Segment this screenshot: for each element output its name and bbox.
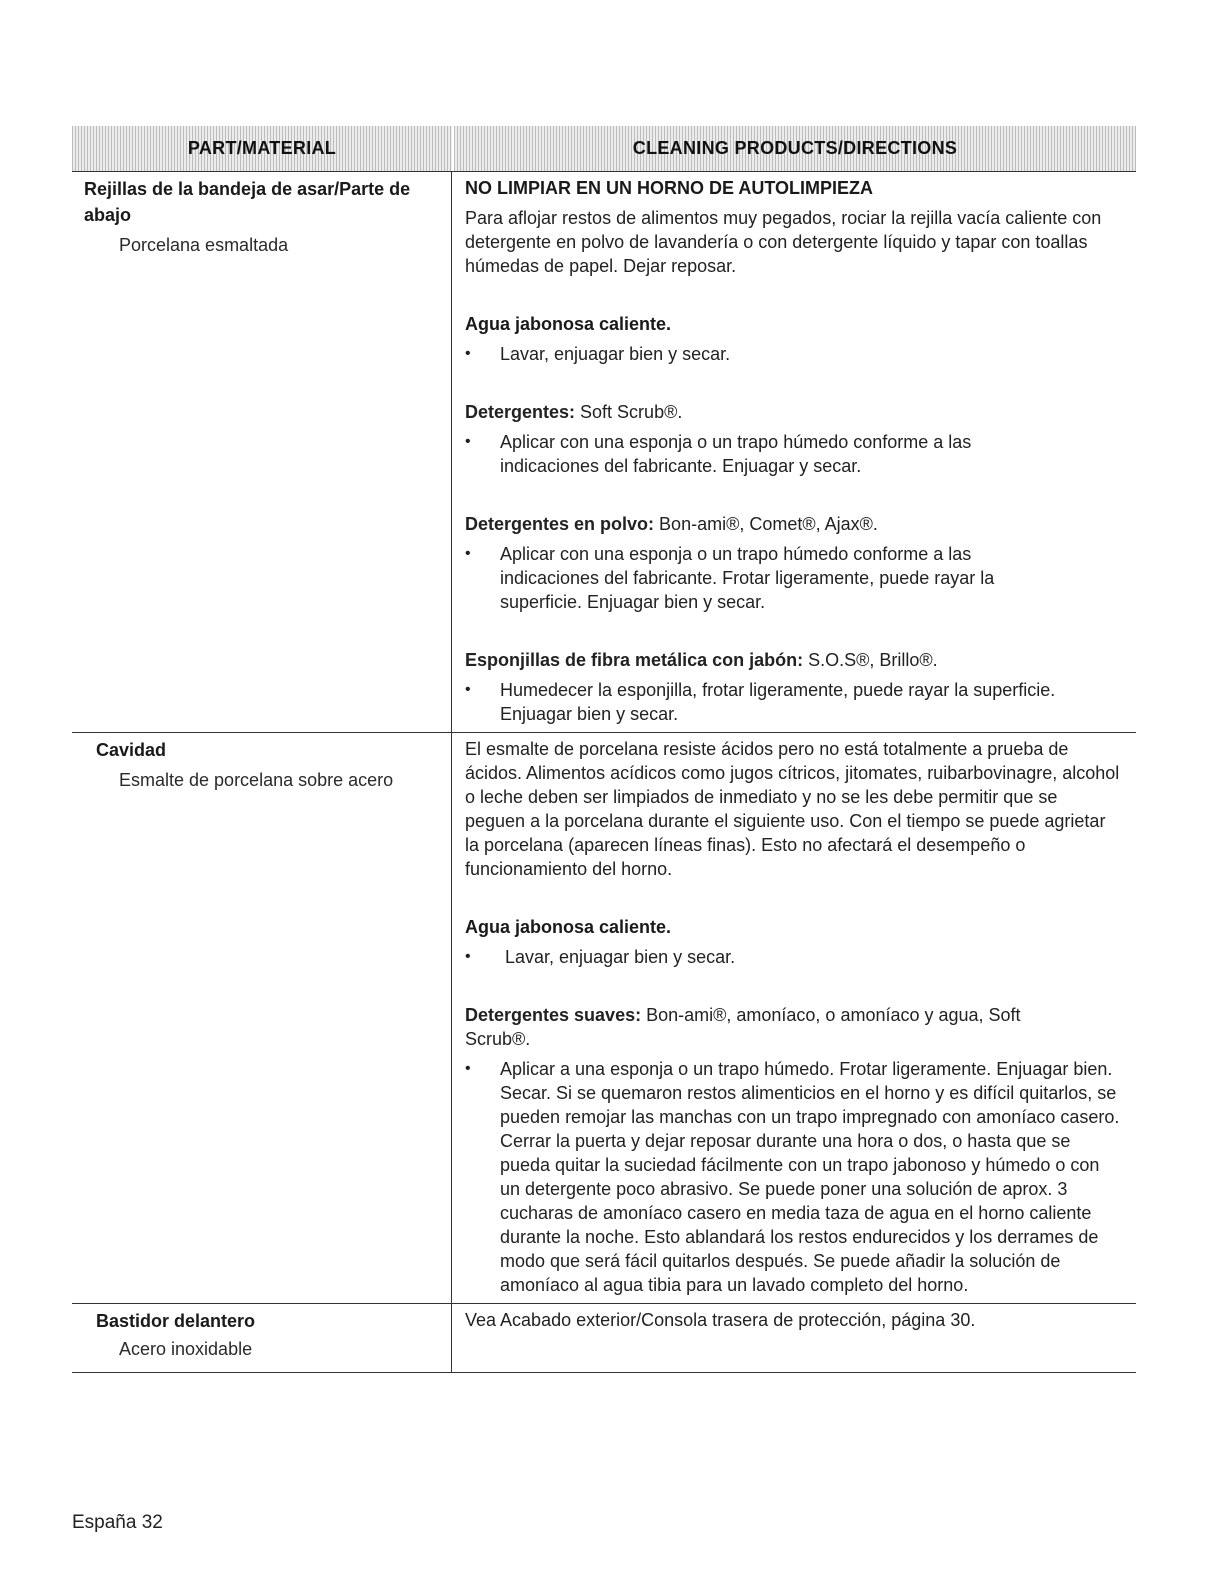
- list-item: [465, 342, 1122, 366]
- section-line: [465, 1003, 1122, 1051]
- material-name: Acero inoxidable: [119, 1339, 253, 1359]
- header-part-material: PART/MATERIAL: [72, 126, 452, 171]
- directions-cell: [452, 1304, 1136, 1372]
- page-number: España 32: [72, 1512, 163, 1533]
- section-heading: Agua jabonosa caliente.: [465, 314, 672, 334]
- bullet-icon: •: [465, 948, 471, 965]
- list-item: [465, 430, 1122, 478]
- section-products: Bon-ami®, Comet®, Ajax®.: [654, 514, 878, 534]
- table-row: [72, 733, 1136, 1304]
- section-products: Bon-ami®, amoníaco, o amoníaco y agua, Soft Scrub®.: [465, 1005, 1021, 1049]
- bullet-text: Aplicar a una esponja o un trapo húmedo. Frotar ligeramente. Enjuagar bien. Secar. Si se quemaron restos alimenticios en el horno y es difícil quitarlos, se pueden remojar las manchas con un trapo impregnado con amoníaco casero. Cerrar la puerta y dejar reposar durante una hora o dos, o hasta que se pueda quitar la suciedad fácilmente con un trapo jabonoso y húmedo o con un detergente poco abrasivo. Se puede poner una solución de aprox. 3 cucharas de amoníaco casero en media taza de agua en el horno caliente durante la noche. Esto ablandará los restos endurecidos y los derrames de modo que será fácil quitarlos después. Se puede añadir la solución de amoníaco al agua tibia para un lavado completo del horno.: [500, 1059, 1120, 1295]
- intro-text: Para aflojar restos de alimentos muy pegados, rociar la rejilla vacía caliente con detergente en polvo de lavandería o con detergente líquido y tapar con toallas húmedas de papel. Dejar reposar.: [465, 208, 1102, 276]
- section-products: S.O.S®, Brillo®.: [803, 650, 938, 670]
- section-heading: Esponjillas de fibra metálica con jabón:: [465, 650, 804, 670]
- list-item: [465, 542, 1122, 614]
- part-name: Rejillas de la bandeja de asar/Parte de abajo: [84, 179, 411, 225]
- section-heading: Agua jabonosa caliente.: [465, 917, 672, 937]
- table-row: [72, 1304, 1136, 1373]
- material-name: Porcelana esmaltada: [119, 235, 289, 255]
- bullet-icon: •: [465, 681, 471, 698]
- section-heading: Detergentes:: [465, 402, 576, 422]
- header-cleaning-directions: CLEANING PRODUCTS/DIRECTIONS: [452, 126, 1136, 171]
- bullet-text: Aplicar con una esponja o un trapo húmedo conforme a las indicaciones del fabricante. Enjuagar y secar.: [500, 432, 972, 476]
- table-header: [72, 126, 1136, 172]
- intro-text: Vea Acabado exterior/Consola trasera de protección, página 30.: [465, 1310, 976, 1330]
- part-cell: [72, 172, 452, 732]
- section-heading: Detergentes suaves:: [465, 1005, 642, 1025]
- list-item: [465, 1057, 1122, 1297]
- bullet-icon: •: [465, 1060, 471, 1077]
- bullet-text: Aplicar con una esponja o un trapo húmedo conforme a las indicaciones del fabricante. Frotar ligeramente, puede rayar la superficie. Enjuagar bien y secar.: [500, 544, 995, 612]
- intro-text: El esmalte de porcelana resiste ácidos pero no está totalmente a prueba de ácidos. Alimentos acídicos como jugos cítricos, jitomates, ruibarbovinagre, alcohol o leche deben ser limpiados de inmediato y no se les debe permitir que se peguen a la porcelana durante el siguiente uso. Con el tiempo se puede agrietar la porcelana (aparecen líneas finas). Esto no afectará el desempeño o funcionamiento del horno.: [465, 739, 1120, 879]
- directions-cell: [452, 172, 1136, 732]
- section-line: [465, 648, 1122, 672]
- bullet-text: Lavar, enjuagar bien y secar.: [505, 947, 736, 967]
- bullet-text: Humedecer la esponjilla, frotar ligeramente, puede rayar la superficie. Enjuagar bien y secar.: [500, 680, 1056, 724]
- list-item: [465, 678, 1122, 726]
- section-products: Soft Scrub®.: [575, 402, 683, 422]
- warning-text: NO LIMPIAR EN UN HORNO DE AUTOLIMPIEZA: [465, 178, 874, 198]
- section-line: [465, 400, 1122, 424]
- bullet-icon: •: [465, 345, 471, 362]
- part-name: Bastidor delantero: [96, 1311, 256, 1331]
- part-cell: [72, 1304, 452, 1372]
- part-cell: [72, 733, 452, 1303]
- section-line: [465, 512, 1122, 536]
- bullet-icon: •: [465, 545, 471, 562]
- section-heading: Detergentes en polvo:: [465, 514, 655, 534]
- part-name: Cavidad: [96, 740, 167, 760]
- bullet-text: Lavar, enjuagar bien y secar.: [500, 344, 731, 364]
- cleaning-table: [72, 126, 1136, 1373]
- list-item: [465, 945, 1122, 969]
- material-name: Esmalte de porcelana sobre acero: [119, 770, 394, 790]
- directions-cell: [452, 733, 1136, 1303]
- table-row: [72, 172, 1136, 733]
- bullet-icon: •: [465, 433, 471, 450]
